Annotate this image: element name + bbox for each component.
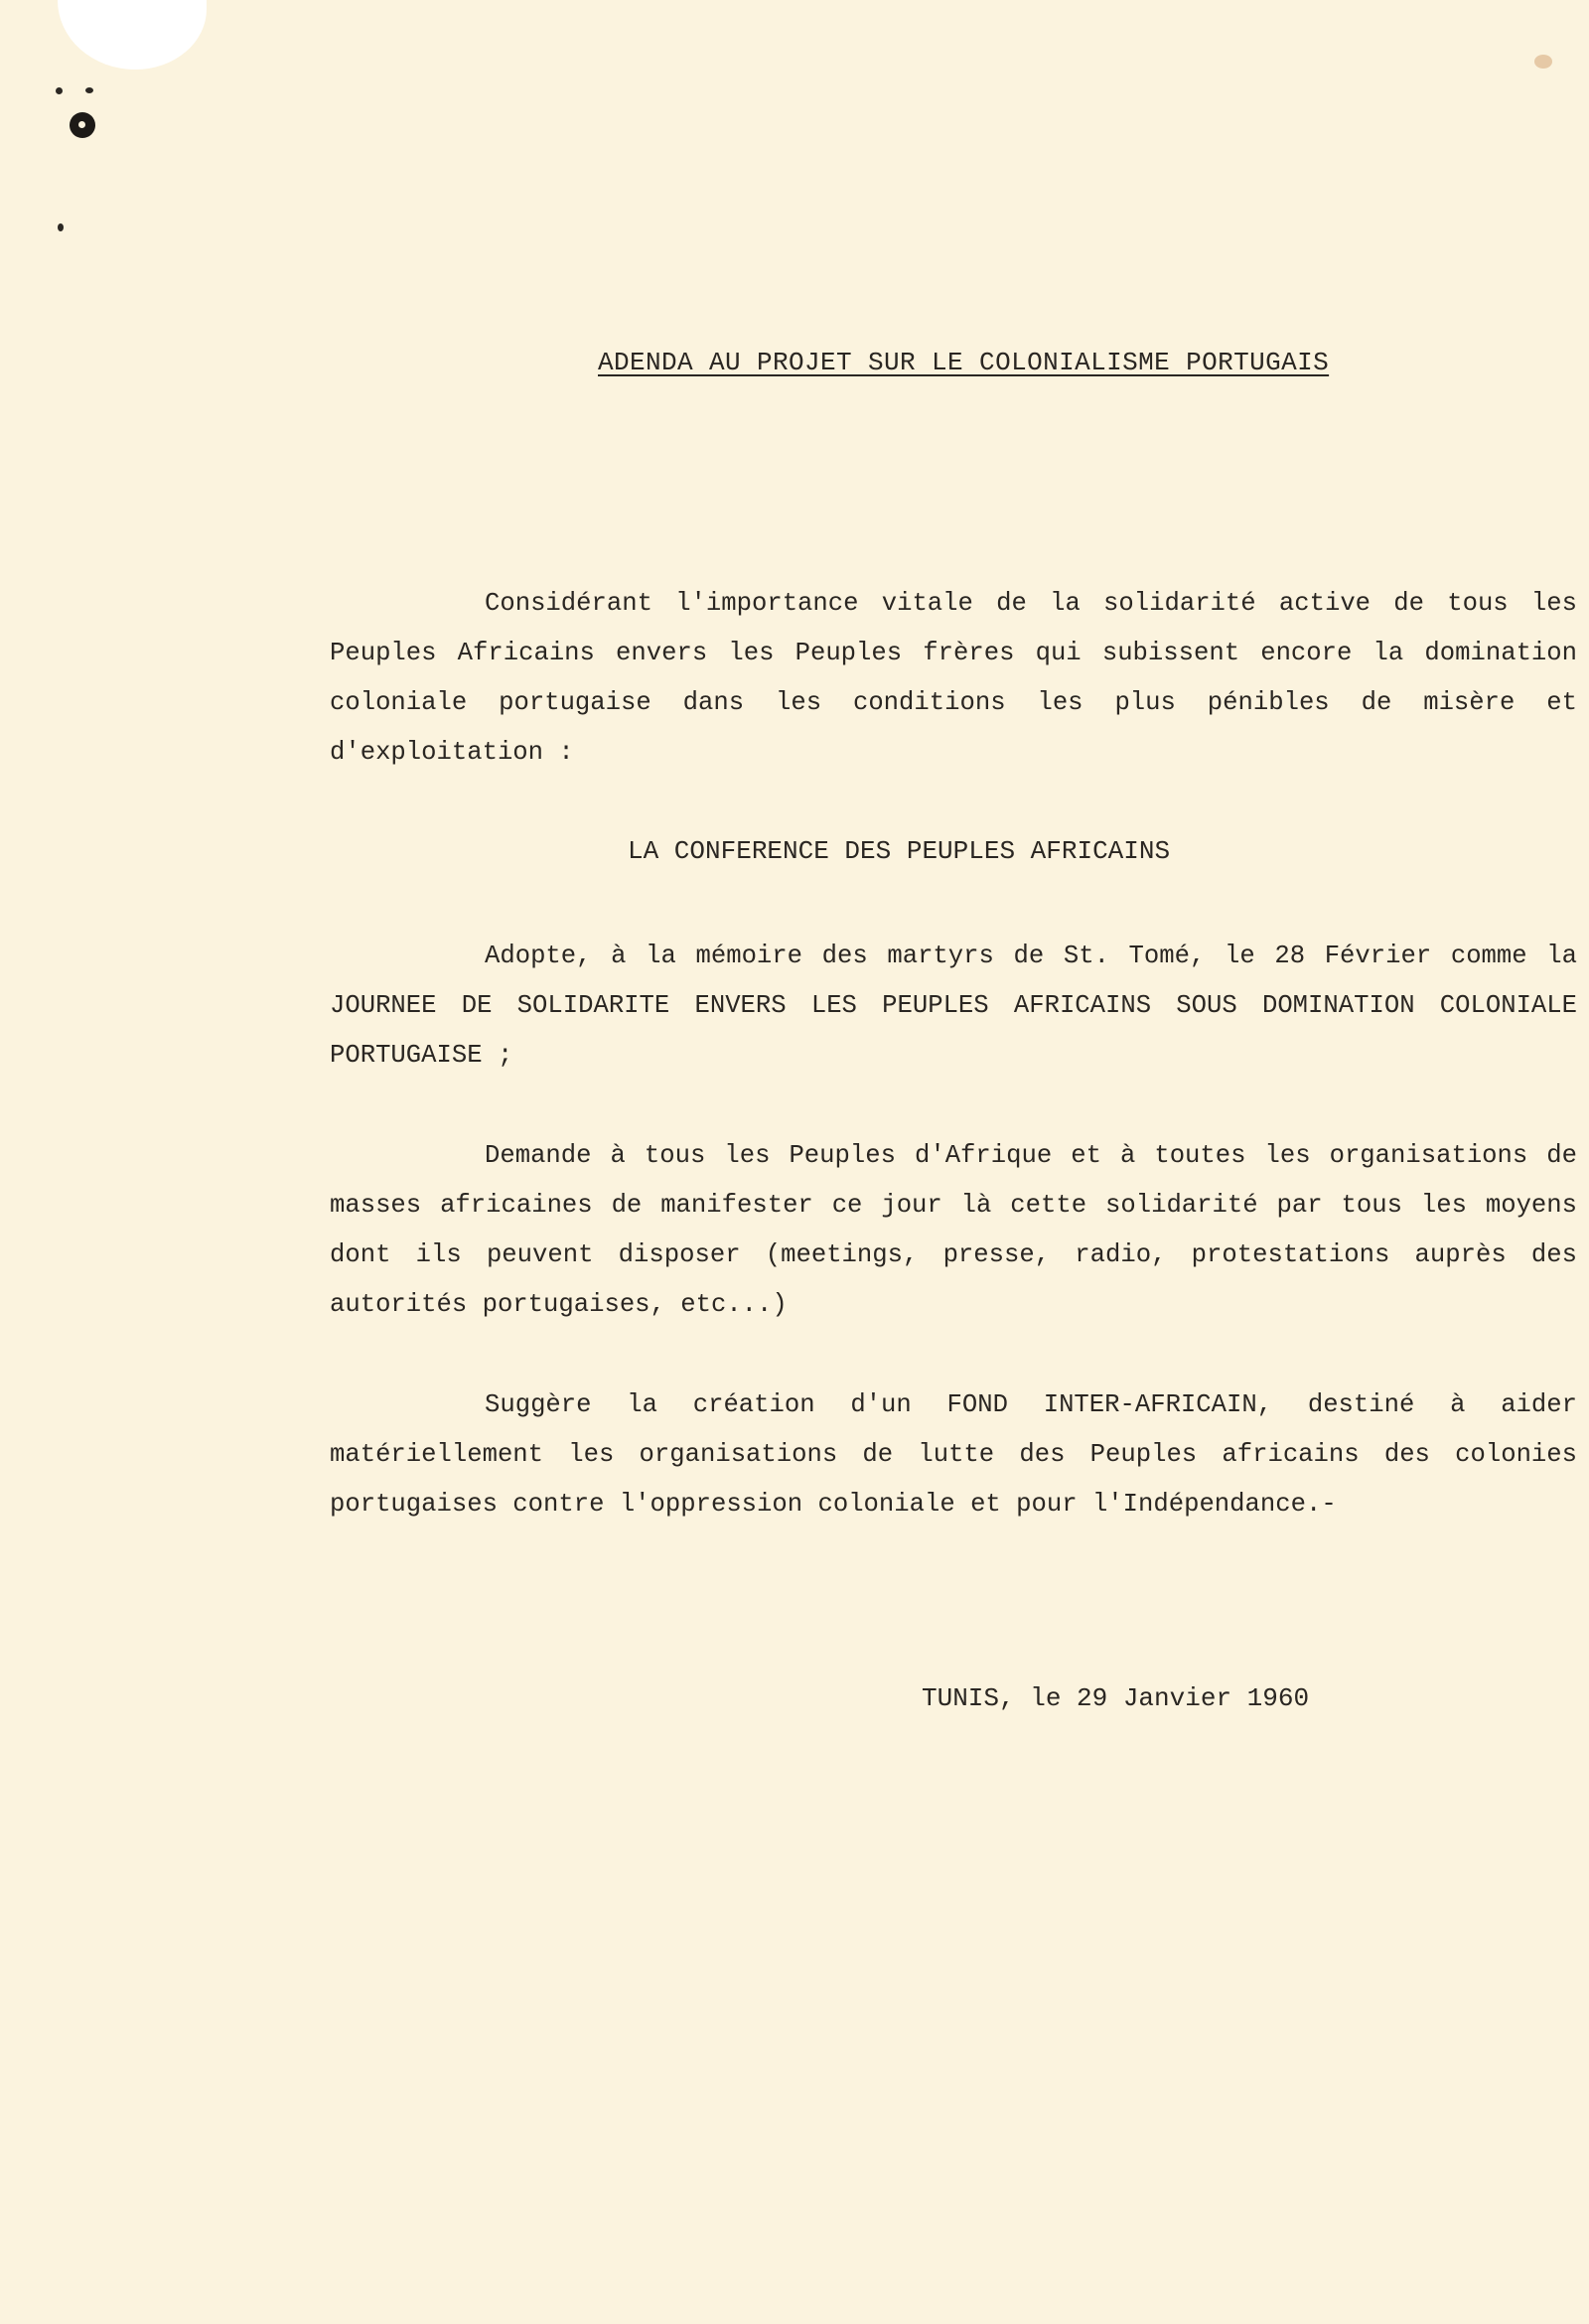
conference-heading: LA CONFERENCE DES PEUPLES AFRICAINS: [628, 836, 1171, 866]
resolution-suggere-paragraph: Suggère la création d'un FOND INTER-AFRICAIN, destiné à aider matériellement les organisations de lutte des Peuples africains des colonies portugaises contre l'oppression coloniale et pour l'Indépendance.-: [330, 1390, 1577, 1519]
place-and-date: TUNIS, le 29 Janvier 1960: [922, 1683, 1310, 1713]
resolution-adopte-paragraph: Adopte, à la mémoire des martyrs de St. Tomé, le 28 Février comme la JOURNEE DE SOLIDARITE ENVERS LES PEUPLES AFRICAINS SOUS DOMINATION COLONIALE PORTUGAISE ;: [330, 942, 1577, 1070]
preamble-paragraph: Considérant l'importance vitale de la solidarité active de tous les Peuples Africains envers les Peuples frères qui subissent encore la domination coloniale portugaise dans les conditions les plus pénibles de misère et d'exploitation :: [330, 589, 1577, 767]
document-title: ADENDA AU PROJET SUR LE COLONIALISME PORTUGAIS: [598, 348, 1330, 377]
punch-hole: [70, 112, 95, 138]
resolution-demande-paragraph: Demande à tous les Peuples d'Afrique et à toutes les organisations de masses africaines de manifester ce jour là cette solidarité par tous les moyens dont ils peuvent disposer (meetings, presse, radio, protestations auprès des autorités portugaises, etc...): [330, 1141, 1577, 1319]
paper-stain: [1534, 55, 1552, 69]
ink-speck: [56, 87, 63, 94]
ink-speck: [85, 87, 93, 93]
torn-corner: [58, 0, 207, 70]
ink-speck: [58, 223, 64, 231]
